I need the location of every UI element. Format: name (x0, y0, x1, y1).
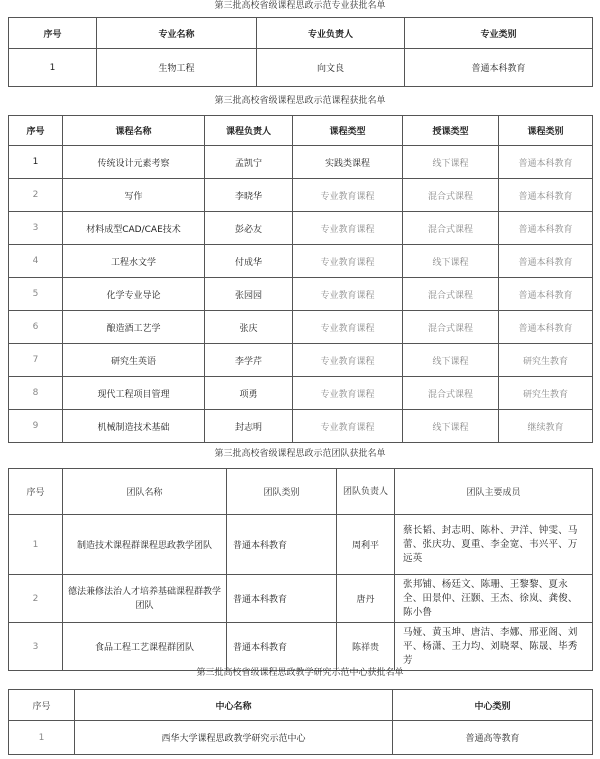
cell-category: 继续教育 (499, 410, 593, 443)
cell-course-type: 专业教育课程 (293, 410, 403, 443)
cell-teaching-type: 混合式课程 (403, 179, 499, 212)
cell-team-name: 德法兼修法治人才培养基础课程群教学团队 (63, 575, 227, 623)
cell-lead: 李学芹 (205, 344, 293, 377)
major-table (8, 17, 593, 87)
cell-course-type: 专业教育课程 (293, 179, 403, 212)
cell-lead: 项勇 (205, 377, 293, 410)
table-header-row (9, 690, 593, 721)
cell-course-name: 研究生英语 (63, 344, 205, 377)
cell-course-type: 专业教育课程 (293, 278, 403, 311)
cell-course-name: 机械制造技术基础 (63, 410, 205, 443)
table-header-row (9, 116, 593, 146)
cell-no: 1 (9, 146, 63, 179)
table-row (9, 344, 593, 377)
table-row (9, 515, 593, 575)
cell-category: 研究生教育 (499, 377, 593, 410)
col-header: 团队名称 (63, 469, 227, 515)
course-table (8, 115, 593, 443)
cell-category: 普通本科教育 (499, 278, 593, 311)
col-header: 专业类别 (405, 18, 593, 49)
cell-no: 6 (9, 311, 63, 344)
cell-category: 普通本科教育 (227, 623, 337, 671)
center-table (8, 689, 593, 755)
cell-lead: 向文良 (257, 49, 405, 87)
cell-category: 普通本科教育 (405, 49, 593, 87)
table-row (9, 49, 593, 87)
cell-lead: 唐丹 (337, 575, 395, 623)
cell-lead: 陈祥贵 (337, 623, 395, 671)
table-header-row (9, 18, 593, 49)
cell-team-name: 食品工程工艺课程群团队 (63, 623, 227, 671)
cell-category: 普通高等教育 (393, 721, 593, 755)
cell-no: 3 (9, 212, 63, 245)
col-header: 团队类别 (227, 469, 337, 515)
cell-category: 普通本科教育 (499, 311, 593, 344)
cell-no: 5 (9, 278, 63, 311)
cell-category: 普通本科教育 (227, 515, 337, 575)
team-table (8, 468, 593, 671)
cell-no: 9 (9, 410, 63, 443)
table-row (9, 212, 593, 245)
cell-course-name: 工程水文学 (63, 245, 205, 278)
cell-teaching-type: 线下课程 (403, 344, 499, 377)
cell-course-name: 酿造酒工艺学 (63, 311, 205, 344)
col-header: 中心名称 (75, 690, 393, 721)
cell-no: 1 (9, 49, 97, 87)
table-row (9, 377, 593, 410)
cell-members: 马娅、黄玉坤、唐洁、李娜、邢亚阁、刘平、杨潇、王力均、刘晓翠、陈晟、毕秀芳 (395, 623, 593, 671)
cell-lead: 付成华 (205, 245, 293, 278)
col-header: 课程名称 (63, 116, 205, 146)
cell-teaching-type: 混合式课程 (403, 212, 499, 245)
cell-members: 张邦铺、杨廷文、陈珊、王黎黎、夏永全、田景仲、汪颢、王杰、徐岚、龚俊、陈小鲁 (395, 575, 593, 623)
table-row (9, 179, 593, 212)
cell-center-name: 西华大学课程思政教学研究示范中心 (75, 721, 393, 755)
table-row (9, 245, 593, 278)
col-header: 团队负责人 (337, 469, 395, 515)
cell-category: 普通本科教育 (499, 245, 593, 278)
cell-course-type: 专业教育课程 (293, 212, 403, 245)
center-list-title: 第三批高校省级课程思政教学研究示范中心获批名单 (196, 668, 404, 678)
col-header: 课程负责人 (205, 116, 293, 146)
cell-teaching-type: 混合式课程 (403, 311, 499, 344)
col-header: 课程类别 (499, 116, 593, 146)
cell-category: 普通本科教育 (227, 575, 337, 623)
cell-course-type: 专业教育课程 (293, 377, 403, 410)
cell-teaching-type: 线下课程 (403, 410, 499, 443)
cell-no: 1 (9, 515, 63, 575)
cell-teaching-type: 线下课程 (403, 245, 499, 278)
cell-teaching-type: 线下课程 (403, 146, 499, 179)
cell-no: 2 (9, 575, 63, 623)
cell-course-type: 专业教育课程 (293, 311, 403, 344)
cell-category: 普通本科教育 (499, 212, 593, 245)
major-list-title: 第三批高校省级课程思政示范专业获批名单 (214, 1, 386, 11)
col-header: 序号 (9, 116, 63, 146)
cell-lead: 张庆 (205, 311, 293, 344)
table-row (9, 410, 593, 443)
col-header: 授课类型 (403, 116, 499, 146)
cell-no: 2 (9, 179, 63, 212)
table-header-row (9, 469, 593, 515)
col-header: 中心类别 (393, 690, 593, 721)
course-list-title: 第三批高校省级课程思政示范课程获批名单 (214, 96, 386, 106)
cell-no: 4 (9, 245, 63, 278)
cell-course-name: 传统设计元素考察 (63, 146, 205, 179)
cell-major-name: 生物工程 (97, 49, 257, 87)
table-row (9, 575, 593, 623)
cell-course-type: 实践类课程 (293, 146, 403, 179)
cell-members: 蔡长韬、封志明、陈朴、尹洋、钟雯、马蕾、张庆功、夏重、李金宽、韦兴平、万远英 (395, 515, 593, 575)
col-header: 序号 (9, 469, 63, 515)
cell-teaching-type: 混合式课程 (403, 278, 499, 311)
cell-lead: 张园园 (205, 278, 293, 311)
cell-category: 研究生教育 (499, 344, 593, 377)
table-row (9, 623, 593, 671)
cell-category: 普通本科教育 (499, 146, 593, 179)
cell-course-name: 写作 (63, 179, 205, 212)
cell-category: 普通本科教育 (499, 179, 593, 212)
col-header: 课程类型 (293, 116, 403, 146)
cell-lead: 彭必友 (205, 212, 293, 245)
col-header: 专业负责人 (257, 18, 405, 49)
cell-no: 3 (9, 623, 63, 671)
cell-no: 8 (9, 377, 63, 410)
cell-lead: 周利平 (337, 515, 395, 575)
table-row (9, 721, 593, 755)
cell-course-name: 现代工程项目管理 (63, 377, 205, 410)
table-row (9, 278, 593, 311)
cell-lead: 封志明 (205, 410, 293, 443)
cell-team-name: 制造技术课程群课程思政教学团队 (63, 515, 227, 575)
col-header: 序号 (9, 18, 97, 49)
cell-lead: 李晓华 (205, 179, 293, 212)
col-header: 专业名称 (97, 18, 257, 49)
table-row (9, 146, 593, 179)
cell-course-name: 化学专业导论 (63, 278, 205, 311)
col-header: 团队主要成员 (395, 469, 593, 515)
cell-course-type: 专业教育课程 (293, 344, 403, 377)
cell-course-type: 专业教育课程 (293, 245, 403, 278)
col-header: 序号 (9, 690, 75, 721)
cell-no: 7 (9, 344, 63, 377)
cell-no: 1 (9, 721, 75, 755)
cell-lead: 孟凯宁 (205, 146, 293, 179)
cell-teaching-type: 混合式课程 (403, 377, 499, 410)
cell-course-name: 材料成型CAD/CAE技术 (63, 212, 205, 245)
team-list-title: 第三批高校省级课程思政示范团队获批名单 (214, 449, 386, 459)
table-row (9, 311, 593, 344)
